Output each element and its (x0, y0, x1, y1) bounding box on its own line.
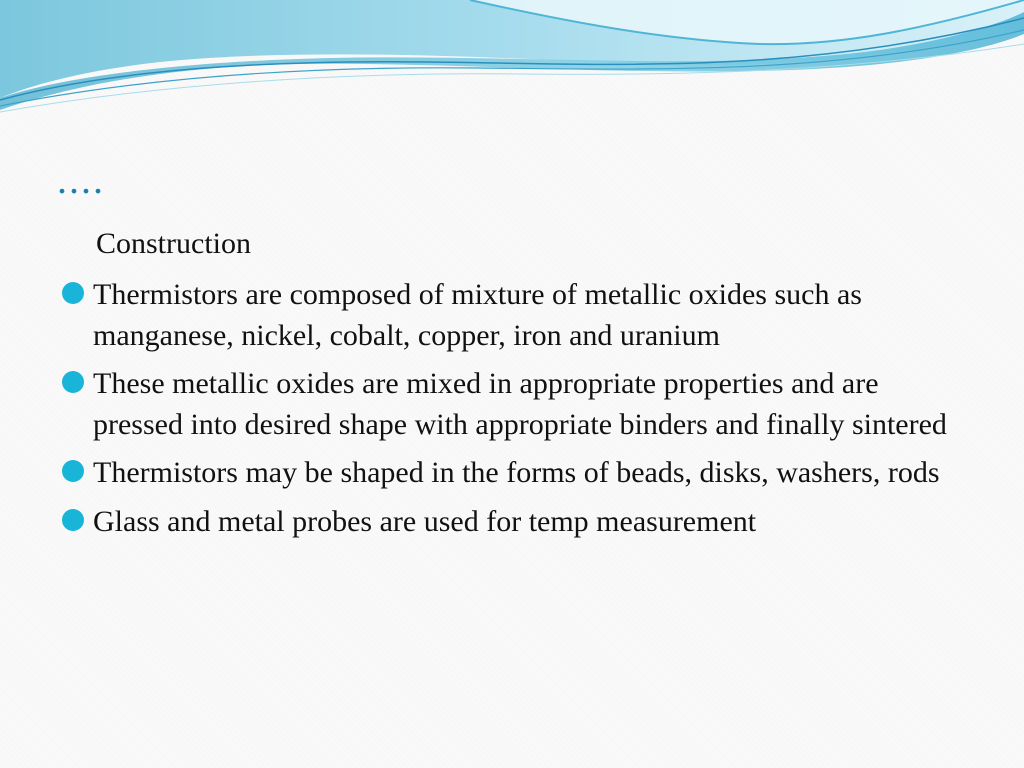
list-item (62, 275, 972, 356)
slide-title: .... (57, 157, 105, 202)
wave-header-decoration (0, 0, 1024, 130)
bullet-icon (62, 460, 84, 482)
list-item (62, 502, 972, 543)
bullet-list (62, 275, 972, 550)
bullet-text: Thermistors may be shaped in the forms of beads, disks, washers, rods (93, 456, 940, 489)
list-item (62, 453, 972, 494)
bullet-icon (62, 282, 84, 304)
section-subheading: Construction (96, 227, 251, 260)
bullet-text: These metallic oxides are mixed in appropriate properties and are pressed into desired shape with appropriate binders and finally sintered (93, 367, 947, 441)
list-item (62, 364, 972, 445)
bullet-icon (62, 509, 84, 531)
bullet-text: Glass and metal probes are used for temp measurement (93, 504, 757, 538)
bullet-text: Thermistors are composed of mixture of metallic oxides such as manganese, nickel, cobalt, copper, iron and uranium (93, 278, 862, 352)
bullet-icon (62, 371, 84, 393)
